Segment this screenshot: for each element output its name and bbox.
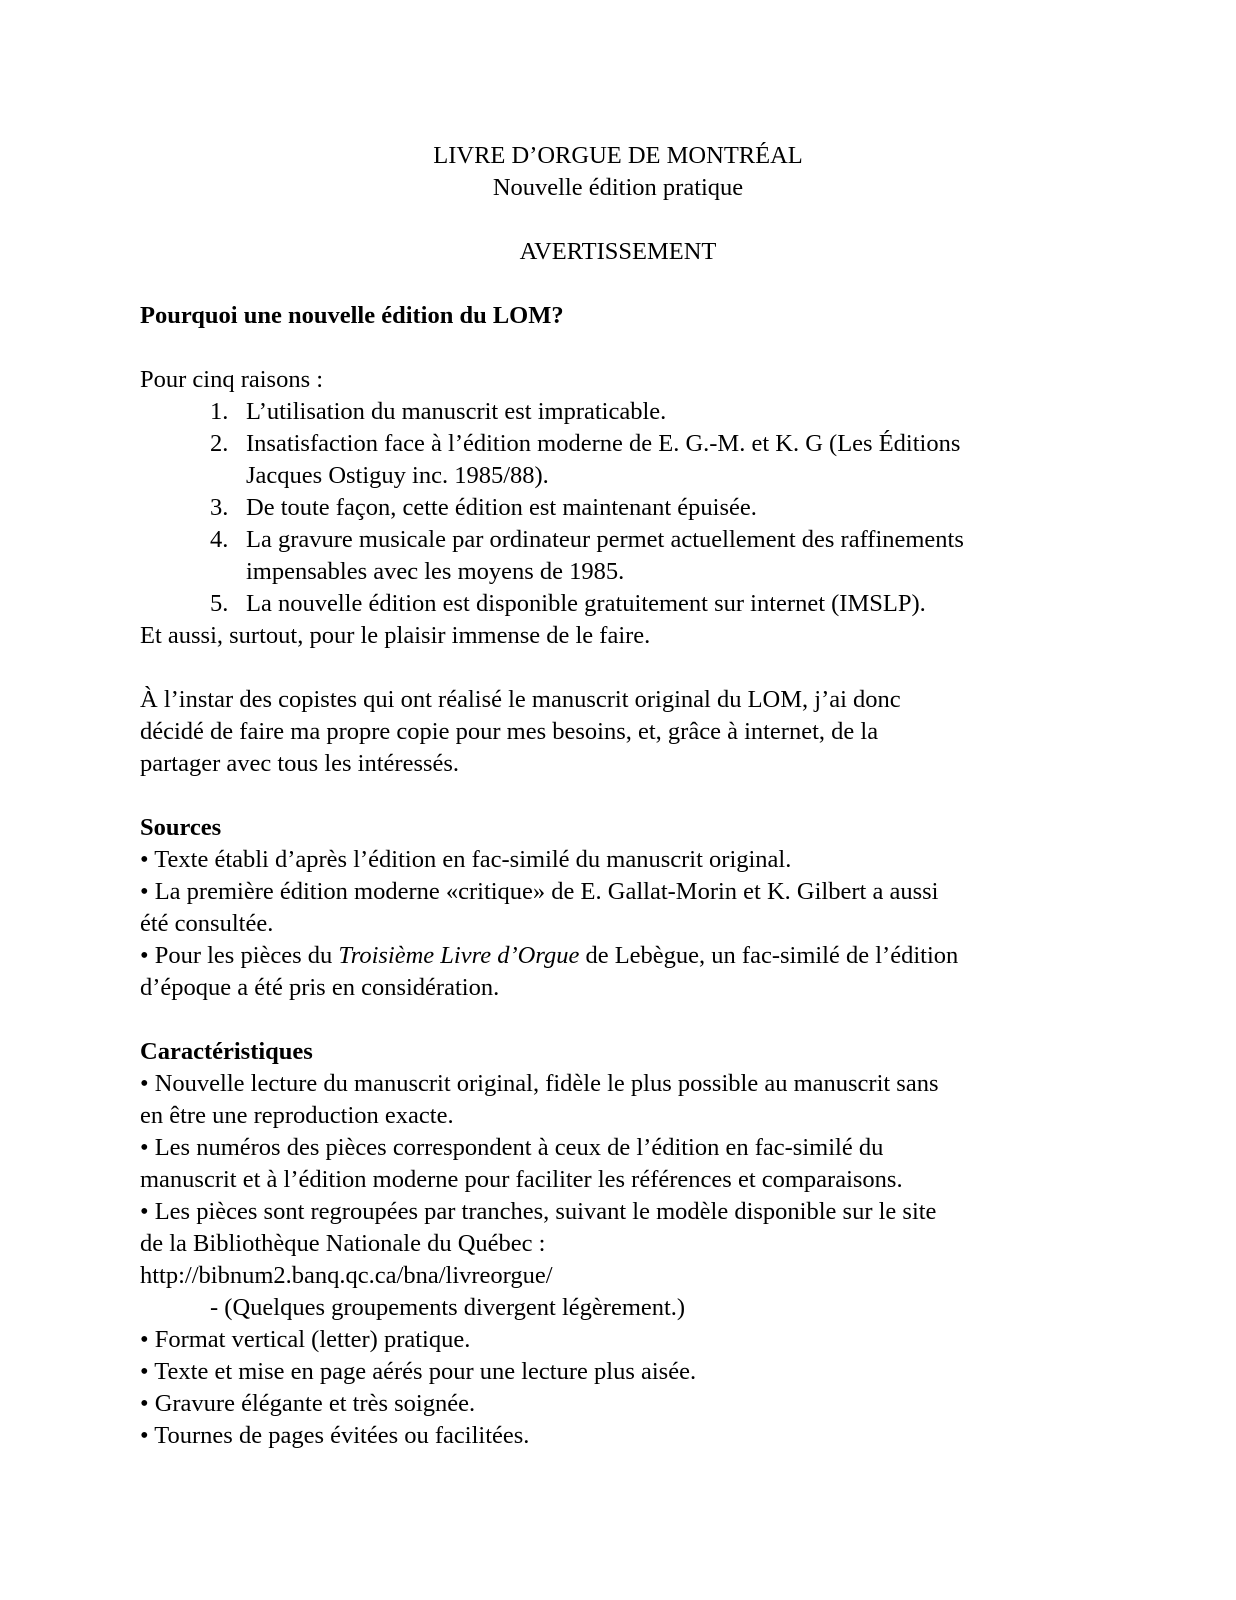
features-line: • Gravure élégante et très soignée. [140, 1390, 476, 1417]
sources-item [140, 940, 958, 972]
list-item-continued: Jacques Ostiguy inc. 1985/88). [246, 462, 549, 489]
reasons-intro: Pour cinq raisons : [140, 366, 324, 393]
features-url: http://bibnum2.banq.qc.ca/bna/livreorgue/ [140, 1262, 553, 1289]
features-line: • Les pièces sont regroupées par tranches, suivant le modèle disponible sur le site [140, 1198, 937, 1225]
document-title: LIVRE D’ORGUE DE MONTRÉAL [433, 142, 803, 169]
list-item: De toute façon, cette édition est maintenant épuisée. [246, 494, 757, 521]
sources-item-continued: d’époque a été pris en considération. [140, 974, 500, 1001]
reasons-outro: Et aussi, surtout, pour le plaisir immense de le faire. [140, 622, 651, 649]
list-number: 5. [210, 590, 229, 617]
list-number: 1. [210, 398, 229, 425]
paragraph-line: À l’instar des copistes qui ont réalisé le manuscrit original du LOM, j’ai donc [140, 686, 901, 713]
features-line: • Tournes de pages évitées ou facilitées. [140, 1422, 530, 1449]
list-item: La nouvelle édition est disponible gratuitement sur internet (IMSLP). [246, 590, 926, 617]
sources-item-text: • Pour les pièces du [140, 942, 339, 969]
features-line: • Format vertical (letter) pratique. [140, 1326, 471, 1353]
heading-why: Pourquoi une nouvelle édition du LOM? [140, 302, 564, 329]
heading-sources: Sources [140, 814, 222, 841]
features-line: • Texte et mise en page aérés pour une lecture plus aisée. [140, 1358, 697, 1385]
list-item: L’utilisation du manuscrit est impraticable. [246, 398, 667, 425]
list-number: 2. [210, 430, 229, 457]
list-item: Insatisfaction face à l’édition moderne de E. G.-M. et K. G (Les Éditions [246, 430, 961, 457]
paragraph-line: décidé de faire ma propre copie pour mes besoins, et, grâce à internet, de la [140, 718, 879, 745]
sources-item: • La première édition moderne «critique» de E. Gallat-Morin et K. Gilbert a aussi [140, 878, 939, 905]
paragraph-line: partager avec tous les intéressés. [140, 750, 460, 777]
list-number: 4. [210, 526, 229, 553]
book-title: Troisième Livre d’Orgue [338, 942, 580, 969]
features-line: manuscrit et à l’édition moderne pour faciliter les références et comparaisons. [140, 1166, 903, 1193]
heading-features: Caractéristiques [140, 1038, 313, 1065]
document-subtitle: Nouvelle édition pratique [492, 174, 744, 201]
sources-item: • Texte établi d’après l’édition en fac-similé du manuscrit original. [140, 846, 792, 873]
features-line: de la Bibliothèque Nationale du Québec : [140, 1230, 546, 1257]
list-item: La gravure musicale par ordinateur permet actuellement des raffinements [246, 526, 964, 553]
features-line: • Nouvelle lecture du manuscrit original, fidèle le plus possible au manuscrit sans [140, 1070, 939, 1097]
features-note: - (Quelques groupements divergent légèrement.) [210, 1294, 686, 1321]
features-line: en être une reproduction exacte. [140, 1102, 454, 1129]
section-title: AVERTISSEMENT [519, 238, 717, 265]
list-number: 3. [210, 494, 229, 521]
features-line: • Les numéros des pièces correspondent à ceux de l’édition en fac-similé du [140, 1134, 884, 1161]
sources-item-continued: été consultée. [140, 910, 274, 937]
sources-item-text: de Lebègue, un fac-similé de l’édition [579, 942, 959, 969]
list-item-continued: impensables avec les moyens de 1985. [246, 558, 625, 585]
